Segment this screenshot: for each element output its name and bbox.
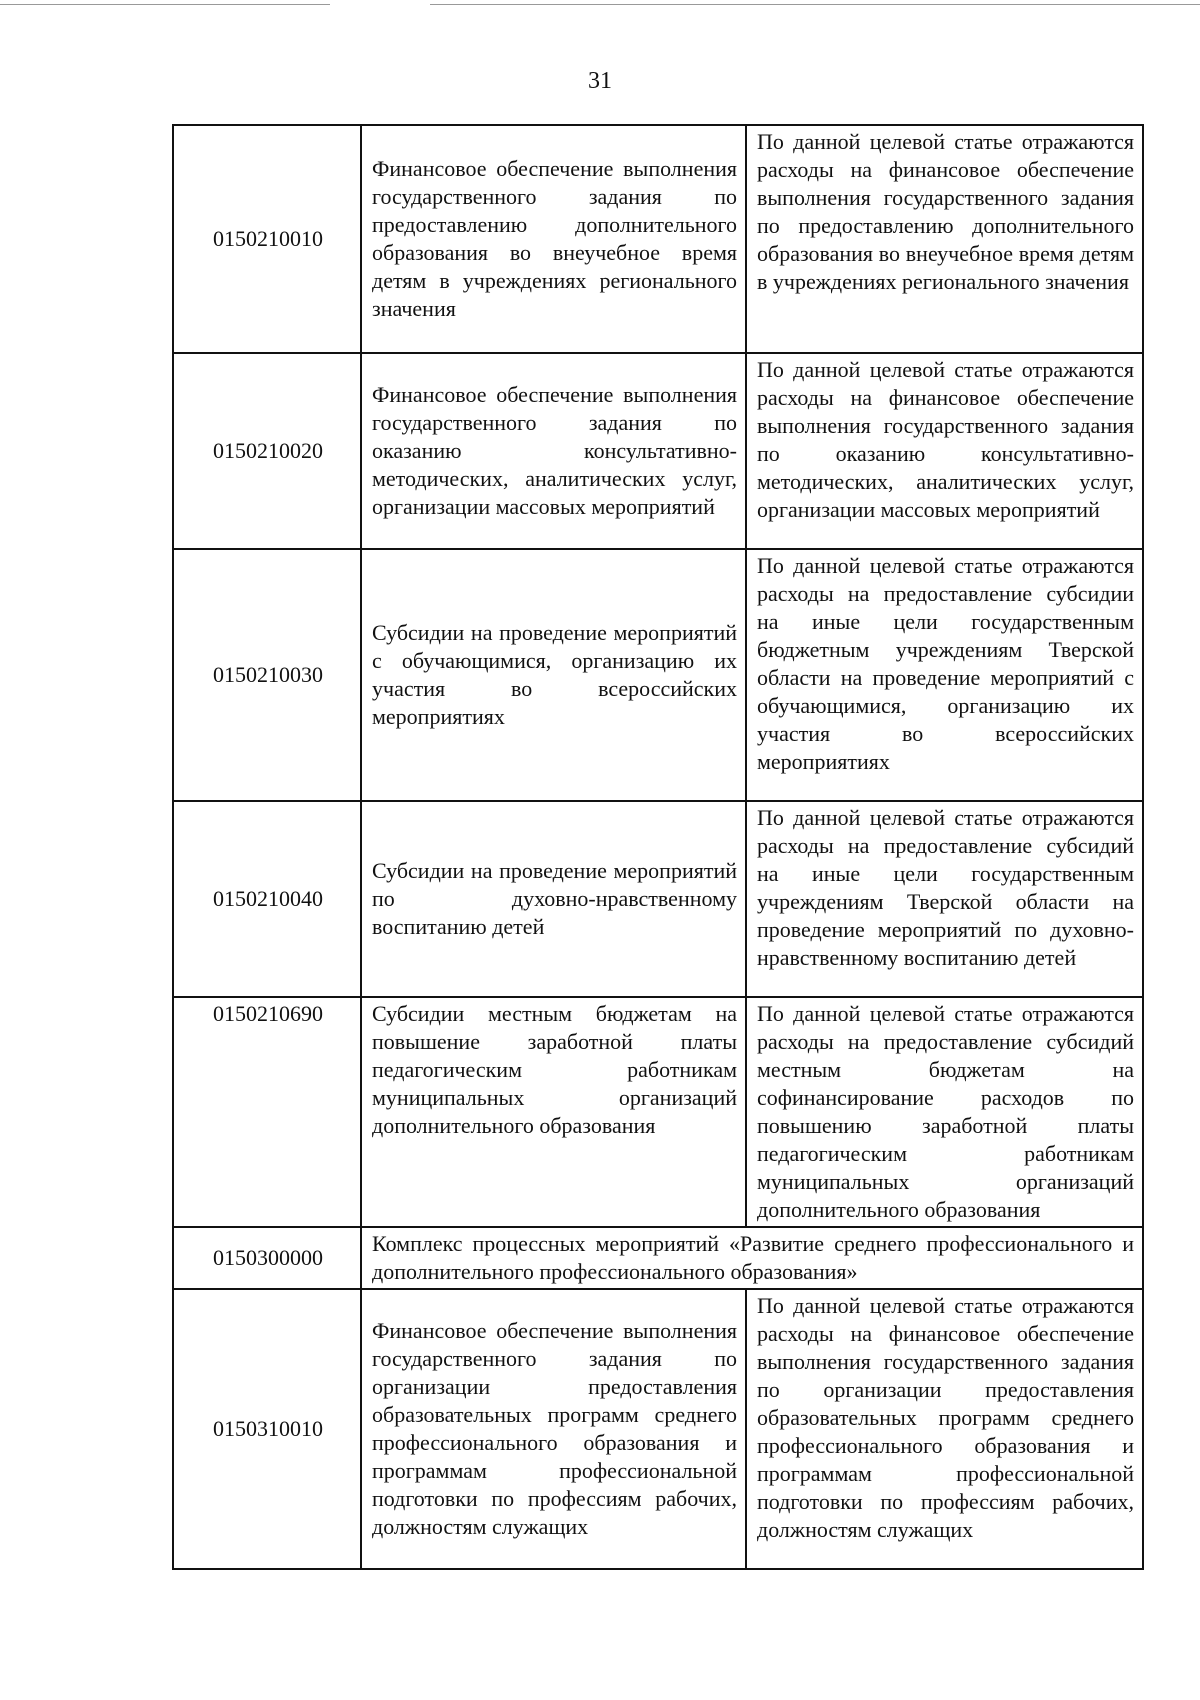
name-cell: Субсидии местным бюджетам на повышение заработной платы педагогическим работникам муниципальных организаций дополнительного образования <box>361 997 746 1227</box>
scan-artifact-line <box>430 4 1200 5</box>
code-cell: 0150210030 <box>173 549 361 801</box>
code-cell: 0150210020 <box>173 353 361 549</box>
table-row <box>173 1227 1143 1289</box>
name-cell: Финансовое обеспечение выполнения государственного задания по оказанию консультативно-методических, аналитических услуг, организации массовых мероприятий <box>361 353 746 549</box>
page-number: 31 <box>588 68 612 94</box>
description-cell: По данной целевой статье отражаются расходы на предоставление субсидий местным бюджетам на софинансирование расходов по повышению заработной платы педагогическим работникам муниципальных организаций дополнительного образования <box>746 997 1143 1227</box>
description-cell: По данной целевой статье отражаются расходы на финансовое обеспечение выполнения государственного задания по оказанию консультативно-методических, аналитических услуг, организации массовых мероприятий <box>746 353 1143 549</box>
table-row <box>173 1289 1143 1569</box>
name-cell: Финансовое обеспечение выполнения государственного задания по организации предоставления образовательных программ среднего профессионального образования и программам профессиональной подготовки по профессиям рабочих, должностям служащих <box>361 1289 746 1569</box>
description-cell: По данной целевой статье отражаются расходы на финансовое обеспечение выполнения государственного задания по предоставлению дополнительного образования во внеучебное время детям в учреждениях регионального значения <box>746 125 1143 353</box>
description-cell: По данной целевой статье отражаются расходы на предоставление субсидий на иные цели государственным учреждениям Тверской области на проведение мероприятий по духовно-нравственному воспитанию детей <box>746 801 1143 997</box>
table-row <box>173 353 1143 549</box>
table-row <box>173 549 1143 801</box>
budget-classification-table <box>172 124 1144 1570</box>
description-cell: По данной целевой статье отражаются расходы на финансовое обеспечение выполнения государственного задания по организации предоставления образовательных программ среднего профессионального образования и программам профессиональной подготовки по профессиям рабочих, должностям служащих <box>746 1289 1143 1569</box>
table-row <box>173 125 1143 353</box>
table-row <box>173 801 1143 997</box>
code-cell: 0150210040 <box>173 801 361 997</box>
description-cell: По данной целевой статье отражаются расходы на предоставление субсидии на иные цели государственным бюджетным учреждениям Тверской области на проведение мероприятий с обучающимися, организацию их участия во всероссийских мероприятиях <box>746 549 1143 801</box>
table-row <box>173 997 1143 1227</box>
scan-artifact-line <box>0 4 330 5</box>
name-cell: Финансовое обеспечение выполнения государственного задания по предоставлению дополнительного образования во внеучебное время детям в учреждениях регионального значения <box>361 125 746 353</box>
name-cell: Субсидии на проведение мероприятий с обучающимися, организацию их участия во всероссийских мероприятиях <box>361 549 746 801</box>
code-cell: 0150210690 <box>173 997 361 1227</box>
code-cell: 0150310010 <box>173 1289 361 1569</box>
name-cell: Субсидии на проведение мероприятий по духовно-нравственному воспитанию детей <box>361 801 746 997</box>
code-cell: 0150300000 <box>173 1227 361 1289</box>
code-cell: 0150210010 <box>173 125 361 353</box>
program-name-cell: Комплекс процессных мероприятий «Развитие среднего профессионального и дополнительного профессионального образования» <box>361 1227 1143 1289</box>
